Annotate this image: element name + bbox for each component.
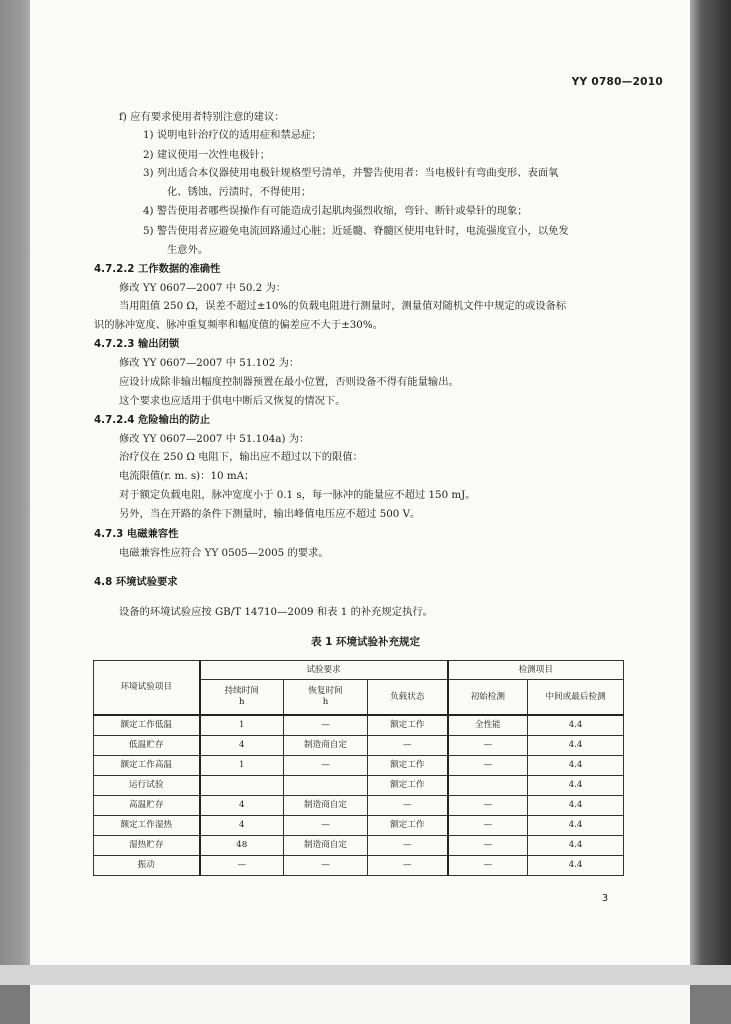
cell: — [448, 836, 528, 856]
cell: 额定工作高温 [94, 756, 200, 776]
col-header-item: 环境试验项目 [94, 661, 200, 716]
cell: — [448, 756, 528, 776]
cell: 额定工作低温 [94, 715, 200, 736]
cell: — [368, 836, 448, 856]
section-heading-4-8: 4.8 环境试验要求 [94, 576, 178, 588]
cell: 制造商自定 [284, 796, 368, 816]
standard-number: YY 0780—2010 [571, 76, 663, 88]
cell: 低温贮存 [94, 736, 200, 756]
cell: 1 [200, 715, 284, 736]
paragraph: 另外，当在开路的条件下测量时，输出峰值电压应不超过 500 V。 [119, 508, 421, 520]
cell: 4.4 [528, 756, 624, 776]
list-item-5: 5) 警告使用者应避免电流回路通过心脏；近延髓、脊髓区使用电针时，电流强度宜小，以免发 [143, 225, 569, 237]
cell: 4.4 [528, 836, 624, 856]
paragraph: 识的脉冲宽度、脉冲重复频率和幅度值的偏差应不大于±30%。 [94, 319, 383, 331]
cell: 4.4 [528, 715, 624, 736]
list-item-f: f) 应有要求使用者特别注意的建议： [119, 111, 285, 123]
col-header-duration: 持续时间 h [200, 680, 284, 716]
cell: 额定工作 [368, 756, 448, 776]
cell: 4 [200, 796, 284, 816]
paragraph: 电磁兼容性应符合 YY 0505—2005 的要求。 [119, 547, 329, 559]
table-row [94, 836, 624, 856]
col-header-final: 中间或最后检测 [528, 680, 624, 716]
table-caption: 表 1 环境试验补充规定 [310, 636, 421, 648]
col-header-initial: 初始检测 [448, 680, 528, 716]
table-row [94, 796, 624, 816]
table-row [94, 715, 624, 736]
cell: — [284, 856, 368, 876]
cell: 4.4 [528, 736, 624, 756]
cell: 制造商自定 [284, 836, 368, 856]
paragraph: 电流限值(r. m. s)：10 mA； [119, 470, 255, 482]
cell: — [448, 856, 528, 876]
cell: — [448, 816, 528, 836]
next-document-page [30, 985, 690, 1024]
cell: 4.4 [528, 776, 624, 796]
paragraph: 治疗仪在 250 Ω 电阻下，输出应不超过以下的限值： [119, 451, 363, 463]
cell: 4 [200, 816, 284, 836]
table-row [94, 736, 624, 756]
cell: — [368, 796, 448, 816]
cell: 额定工作 [368, 776, 448, 796]
table-row [94, 756, 624, 776]
table-row [94, 856, 624, 876]
section-heading-4-7-3: 4.7.3 电磁兼容性 [94, 528, 179, 540]
group-header-inspection-items: 检测项目 [448, 661, 624, 680]
cell: 高温贮存 [94, 796, 200, 816]
cell [284, 776, 368, 796]
paragraph: 这个要求也应适用于供电中断后又恢复的情况下。 [119, 395, 346, 407]
paragraph: 对于额定负载电阻，脉冲宽度小于 0.1 s，每一脉冲的能量应不超过 150 mJ。 [119, 489, 476, 501]
cell: 4.4 [528, 796, 624, 816]
cell: — [284, 816, 368, 836]
environment-test-table [93, 660, 624, 876]
cell [448, 776, 528, 796]
cell: 额定工作 [368, 816, 448, 836]
cell: 48 [200, 836, 284, 856]
cell: 额定工作 [368, 715, 448, 736]
section-heading-4-7-2-3: 4.7.2.3 输出闭锁 [94, 338, 180, 350]
cell: 4.4 [528, 856, 624, 876]
cell: — [284, 715, 368, 736]
table-row [94, 776, 624, 796]
section-heading-4-7-2-2: 4.7.2.2 工作数据的准确性 [94, 263, 221, 275]
col-header-recovery: 恢复时间 h [284, 680, 368, 716]
cell [200, 776, 284, 796]
table-row [94, 816, 624, 836]
cell: — [368, 736, 448, 756]
group-header-test-requirements: 试验要求 [200, 661, 448, 680]
cell: 运行试验 [94, 776, 200, 796]
cell: — [368, 856, 448, 876]
paragraph: 修改 YY 0607—2007 中 51.102 为： [119, 357, 300, 369]
cell: — [284, 756, 368, 776]
list-item-3-cont: 化、锈蚀、污渍时，不得使用； [167, 186, 312, 198]
list-item-1: 1) 说明电针治疗仪的适用症和禁忌症； [143, 129, 322, 141]
cell: — [448, 736, 528, 756]
paragraph: 设备的环境试验应按 GB/T 14710—2009 和表 1 的补充规定执行。 [119, 606, 433, 618]
list-item-4: 4) 警告使用者哪些误操作有可能造成引起肌肉强烈收缩，弯针、断针或晕针的现象； [143, 205, 528, 217]
paragraph: 应设计成除非输出幅度控制器预置在最小位置，否则设备不得有能量输出。 [119, 376, 459, 388]
cell: — [200, 856, 284, 876]
cell: 4.4 [528, 816, 624, 836]
cell: 4 [200, 736, 284, 756]
col-header-load: 负载状态 [368, 680, 448, 716]
list-item-3: 3) 列出适合本仪器使用电极针规格型号清单，并警告使用者：当电极针有弯曲变形、表面氧 [143, 167, 559, 179]
cell: 1 [200, 756, 284, 776]
list-item-2: 2) 建议使用一次性电极针； [143, 149, 271, 161]
cell: 制造商自定 [284, 736, 368, 756]
section-heading-4-7-2-4: 4.7.2.4 危险输出的防止 [94, 414, 211, 426]
paragraph: 修改 YY 0607—2007 中 50.2 为： [119, 282, 287, 294]
cell: 湿热贮存 [94, 836, 200, 856]
cell: 全性能 [448, 715, 528, 736]
list-item-5-cont: 生意外。 [167, 244, 209, 256]
cell: 振动 [94, 856, 200, 876]
paragraph: 修改 YY 0607—2007 中 51.104a) 为： [119, 433, 310, 445]
cell: 额定工作湿热 [94, 816, 200, 836]
cell: — [448, 796, 528, 816]
paragraph: 当用阻值 250 Ω，误差不超过±10%的负载电阻进行测量时，测量值对随机文件中规定的或设备标 [119, 300, 567, 312]
page-gap [0, 965, 731, 985]
page-number: 3 [602, 893, 609, 904]
